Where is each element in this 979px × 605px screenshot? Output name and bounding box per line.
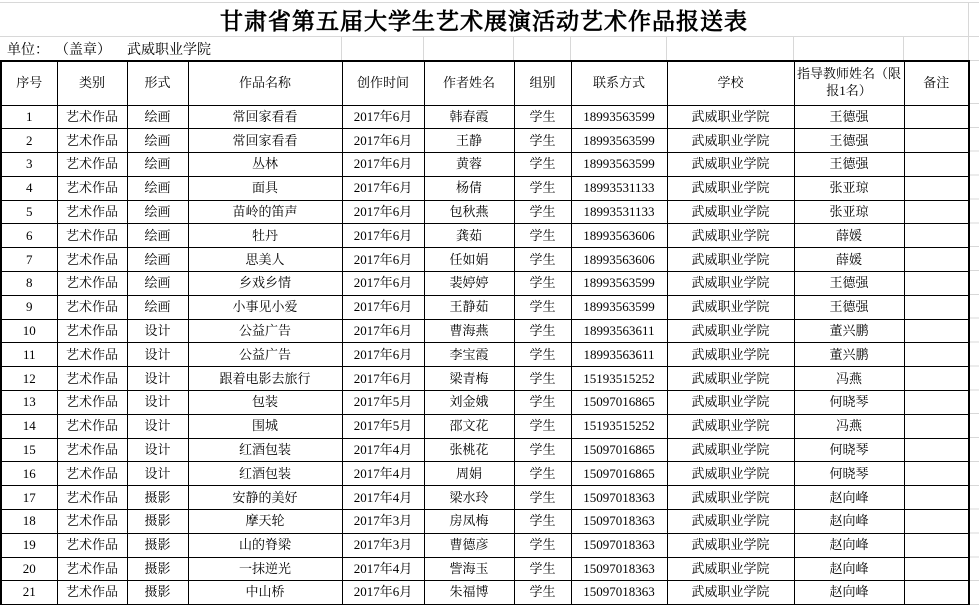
- cell-phone: 18993531133: [571, 200, 667, 224]
- cell-category: 艺术作品: [57, 248, 127, 272]
- cell-author: 曹德彦: [424, 533, 514, 557]
- cell-category: 艺术作品: [57, 105, 127, 129]
- cell-no: 13: [1, 391, 57, 415]
- cell-phone: 18993563599: [571, 105, 667, 129]
- cell-author: 杨倩: [424, 176, 514, 200]
- cell-school: 武威职业学院: [667, 438, 794, 462]
- cell-remark: [904, 343, 969, 367]
- cell-teacher: 赵向峰: [794, 581, 904, 605]
- cell-remark: [904, 153, 969, 177]
- cell-date: 2017年6月: [342, 343, 424, 367]
- table-row: [1, 462, 969, 486]
- table-row: [1, 581, 969, 605]
- cell-remark: [904, 200, 969, 224]
- cell-date: 2017年6月: [342, 200, 424, 224]
- col-header-work: 作品名称: [188, 61, 342, 105]
- cell-phone: 18993563606: [571, 224, 667, 248]
- cell-no: 14: [1, 414, 57, 438]
- cell-remark: [904, 224, 969, 248]
- cell-school: 武威职业学院: [667, 248, 794, 272]
- cell-phone: 15097016865: [571, 438, 667, 462]
- table-header: [1, 61, 969, 105]
- table-row: [1, 295, 969, 319]
- cell-author: 韩春霞: [424, 105, 514, 129]
- cell-school: 武威职业学院: [667, 343, 794, 367]
- cell-date: 2017年6月: [342, 295, 424, 319]
- table-row: [1, 129, 969, 153]
- cell-teacher: 王德强: [794, 295, 904, 319]
- cell-date: 2017年5月: [342, 414, 424, 438]
- cell-group: 学生: [514, 200, 571, 224]
- cell-teacher: 赵向峰: [794, 533, 904, 557]
- cell-date: 2017年6月: [342, 153, 424, 177]
- cell-form: 摄影: [127, 581, 188, 605]
- cell-form: 设计: [127, 462, 188, 486]
- cell-group: 学生: [514, 343, 571, 367]
- cell-remark: [904, 295, 969, 319]
- cell-author: 裴婷婷: [424, 272, 514, 296]
- cell-no: 19: [1, 533, 57, 557]
- cell-teacher: 董兴鹏: [794, 343, 904, 367]
- col-header-phone: 联系方式: [571, 61, 667, 105]
- cell-school: 武威职业学院: [667, 391, 794, 415]
- cell-remark: [904, 462, 969, 486]
- cell-remark: [904, 414, 969, 438]
- cell-category: 艺术作品: [57, 533, 127, 557]
- cell-no: 2: [1, 129, 57, 153]
- cell-no: 12: [1, 367, 57, 391]
- cell-form: 摄影: [127, 486, 188, 510]
- cell-school: 武威职业学院: [667, 105, 794, 129]
- cell-school: 武威职业学院: [667, 129, 794, 153]
- table-row: [1, 510, 969, 534]
- cell-remark: [904, 248, 969, 272]
- cell-work: 中山桥: [188, 581, 342, 605]
- table-row: [1, 486, 969, 510]
- cell-school: 武威职业学院: [667, 153, 794, 177]
- col-header-teacher: 指导教师姓名（限报1名）: [794, 61, 904, 105]
- cell-form: 设计: [127, 414, 188, 438]
- seal-label: （盖章）: [55, 43, 111, 58]
- cell-school: 武威职业学院: [667, 414, 794, 438]
- cell-school: 武威职业学院: [667, 510, 794, 534]
- cell-remark: [904, 486, 969, 510]
- cell-category: 艺术作品: [57, 272, 127, 296]
- cell-school: 武威职业学院: [667, 224, 794, 248]
- cell-school: 武威职业学院: [667, 462, 794, 486]
- cell-school: 武威职业学院: [667, 533, 794, 557]
- table-body: [1, 105, 969, 605]
- title-row: [0, 2, 968, 36]
- cell-work: 围城: [188, 414, 342, 438]
- table-row: [1, 391, 969, 415]
- cell-school: 武威职业学院: [667, 272, 794, 296]
- cell-teacher: 冯燕: [794, 367, 904, 391]
- cell-work: 面具: [188, 176, 342, 200]
- cell-date: 2017年6月: [342, 224, 424, 248]
- cell-phone: 18993563599: [571, 295, 667, 319]
- cell-phone: 18993531133: [571, 176, 667, 200]
- cell-phone: 15193515252: [571, 414, 667, 438]
- cell-teacher: 赵向峰: [794, 510, 904, 534]
- cell-teacher: 王德强: [794, 129, 904, 153]
- cell-work: 一抹逆光: [188, 557, 342, 581]
- cell-teacher: 张亚琼: [794, 200, 904, 224]
- cell-category: 艺术作品: [57, 295, 127, 319]
- cell-category: 艺术作品: [57, 129, 127, 153]
- cell-teacher: 何晓琴: [794, 462, 904, 486]
- cell-phone: 15097018363: [571, 581, 667, 605]
- cell-group: 学生: [514, 462, 571, 486]
- cell-category: 艺术作品: [57, 153, 127, 177]
- cell-category: 艺术作品: [57, 581, 127, 605]
- table-row: [1, 557, 969, 581]
- cell-category: 艺术作品: [57, 200, 127, 224]
- cell-school: 武威职业学院: [667, 581, 794, 605]
- cell-author: 梁水玲: [424, 486, 514, 510]
- cell-author: 周娟: [424, 462, 514, 486]
- cell-author: 黄蓉: [424, 153, 514, 177]
- cell-phone: 18993563599: [571, 153, 667, 177]
- cell-no: 4: [1, 176, 57, 200]
- cell-category: 艺术作品: [57, 367, 127, 391]
- cell-work: 牡丹: [188, 224, 342, 248]
- cell-phone: 15097016865: [571, 462, 667, 486]
- cell-date: 2017年3月: [342, 510, 424, 534]
- cell-remark: [904, 557, 969, 581]
- cell-date: 2017年6月: [342, 176, 424, 200]
- cell-group: 学生: [514, 319, 571, 343]
- cell-category: 艺术作品: [57, 510, 127, 534]
- cell-group: 学生: [514, 272, 571, 296]
- cell-date: 2017年4月: [342, 462, 424, 486]
- cell-category: 艺术作品: [57, 414, 127, 438]
- cell-group: 学生: [514, 486, 571, 510]
- cell-no: 18: [1, 510, 57, 534]
- table-row: [1, 414, 969, 438]
- cell-teacher: 薛媛: [794, 248, 904, 272]
- cell-no: 16: [1, 462, 57, 486]
- cell-form: 绘画: [127, 272, 188, 296]
- col-header-remark: 备注: [904, 61, 969, 105]
- cell-work: 乡戏乡情: [188, 272, 342, 296]
- cell-no: 17: [1, 486, 57, 510]
- cell-category: 艺术作品: [57, 319, 127, 343]
- cell-author: 刘金娥: [424, 391, 514, 415]
- cell-no: 6: [1, 224, 57, 248]
- cell-author: 曹海燕: [424, 319, 514, 343]
- cell-teacher: 张亚琼: [794, 176, 904, 200]
- cell-group: 学生: [514, 129, 571, 153]
- cell-group: 学生: [514, 414, 571, 438]
- col-header-date: 创作时间: [342, 61, 424, 105]
- cell-date: 2017年6月: [342, 248, 424, 272]
- cell-phone: 18993563606: [571, 248, 667, 272]
- cell-teacher: 薛媛: [794, 224, 904, 248]
- cell-no: 5: [1, 200, 57, 224]
- table-row: [1, 200, 969, 224]
- cell-form: 绘画: [127, 176, 188, 200]
- cell-form: 设计: [127, 343, 188, 367]
- cell-date: 2017年3月: [342, 533, 424, 557]
- cell-remark: [904, 105, 969, 129]
- cell-author: 梁青梅: [424, 367, 514, 391]
- cell-remark: [904, 176, 969, 200]
- cell-date: 2017年4月: [342, 557, 424, 581]
- unit-name: 武威职业学院: [127, 43, 211, 58]
- cell-form: 设计: [127, 367, 188, 391]
- cell-group: 学生: [514, 581, 571, 605]
- cell-school: 武威职业学院: [667, 367, 794, 391]
- cell-phone: 15097018363: [571, 557, 667, 581]
- cell-phone: 15097018363: [571, 486, 667, 510]
- cell-date: 2017年4月: [342, 438, 424, 462]
- cell-phone: 18993563599: [571, 272, 667, 296]
- cell-author: 邵文花: [424, 414, 514, 438]
- cell-remark: [904, 438, 969, 462]
- cell-form: 摄影: [127, 557, 188, 581]
- cell-no: 3: [1, 153, 57, 177]
- page-title: 甘肃省第五届大学生艺术展演活动艺术作品报送表: [220, 8, 748, 34]
- cell-group: 学生: [514, 248, 571, 272]
- cell-teacher: 赵向峰: [794, 557, 904, 581]
- cell-no: 7: [1, 248, 57, 272]
- cell-category: 艺术作品: [57, 462, 127, 486]
- cell-remark: [904, 581, 969, 605]
- table-row: [1, 343, 969, 367]
- cell-teacher: 何晓琴: [794, 391, 904, 415]
- cell-teacher: 王德强: [794, 153, 904, 177]
- cell-no: 9: [1, 295, 57, 319]
- cell-school: 武威职业学院: [667, 486, 794, 510]
- cell-phone: 15097016865: [571, 391, 667, 415]
- cell-remark: [904, 319, 969, 343]
- cell-category: 艺术作品: [57, 486, 127, 510]
- cell-group: 学生: [514, 510, 571, 534]
- cell-work: 红酒包装: [188, 438, 342, 462]
- cell-category: 艺术作品: [57, 557, 127, 581]
- cell-phone: 18993563611: [571, 319, 667, 343]
- cell-form: 绘画: [127, 295, 188, 319]
- cell-date: 2017年6月: [342, 129, 424, 153]
- table-row: [1, 248, 969, 272]
- cell-school: 武威职业学院: [667, 557, 794, 581]
- cell-group: 学生: [514, 176, 571, 200]
- cell-work: 包装: [188, 391, 342, 415]
- cell-group: 学生: [514, 153, 571, 177]
- cell-teacher: 赵向峰: [794, 486, 904, 510]
- cell-form: 摄影: [127, 533, 188, 557]
- unit-label: 单位：: [7, 43, 49, 58]
- cell-category: 艺术作品: [57, 391, 127, 415]
- cell-category: 艺术作品: [57, 224, 127, 248]
- col-header-form: 形式: [127, 61, 188, 105]
- cell-work: 思美人: [188, 248, 342, 272]
- cell-teacher: 王德强: [794, 105, 904, 129]
- cell-phone: 18993563611: [571, 343, 667, 367]
- cell-author: 房凤梅: [424, 510, 514, 534]
- cell-remark: [904, 129, 969, 153]
- cell-form: 绘画: [127, 129, 188, 153]
- cell-author: 訾海玉: [424, 557, 514, 581]
- cell-remark: [904, 391, 969, 415]
- cell-form: 摄影: [127, 510, 188, 534]
- header-row: [1, 61, 969, 105]
- table-row: [1, 367, 969, 391]
- cell-no: 15: [1, 438, 57, 462]
- cell-work: 红酒包装: [188, 462, 342, 486]
- cell-date: 2017年6月: [342, 105, 424, 129]
- cell-form: 绘画: [127, 224, 188, 248]
- cell-author: 任如娟: [424, 248, 514, 272]
- cell-form: 设计: [127, 438, 188, 462]
- cell-group: 学生: [514, 533, 571, 557]
- cell-group: 学生: [514, 105, 571, 129]
- table-row: [1, 153, 969, 177]
- cell-date: 2017年6月: [342, 367, 424, 391]
- cell-remark: [904, 533, 969, 557]
- cell-author: 王静: [424, 129, 514, 153]
- cell-no: 10: [1, 319, 57, 343]
- cell-remark: [904, 272, 969, 296]
- cell-work: 山的脊梁: [188, 533, 342, 557]
- col-header-no: 序号: [1, 61, 57, 105]
- cell-teacher: 董兴鹏: [794, 319, 904, 343]
- cell-date: 2017年4月: [342, 486, 424, 510]
- col-header-category: 类别: [57, 61, 127, 105]
- cell-teacher: 王德强: [794, 272, 904, 296]
- table-row: [1, 272, 969, 296]
- cell-work: 常回家看看: [188, 129, 342, 153]
- table-row: [1, 105, 969, 129]
- cell-author: 张桃花: [424, 438, 514, 462]
- cell-phone: 15193515252: [571, 367, 667, 391]
- cell-school: 武威职业学院: [667, 176, 794, 200]
- cell-work: 公益广告: [188, 343, 342, 367]
- cell-author: 王静茹: [424, 295, 514, 319]
- cell-author: 李宝霞: [424, 343, 514, 367]
- table-row: [1, 319, 969, 343]
- cell-group: 学生: [514, 438, 571, 462]
- cell-form: 绘画: [127, 248, 188, 272]
- cell-work: 小事见小爱: [188, 295, 342, 319]
- cell-work: 摩天轮: [188, 510, 342, 534]
- col-header-author: 作者姓名: [424, 61, 514, 105]
- cell-form: 绘画: [127, 153, 188, 177]
- cell-group: 学生: [514, 224, 571, 248]
- cell-work: 跟着电影去旅行: [188, 367, 342, 391]
- cell-remark: [904, 367, 969, 391]
- table-row: [1, 438, 969, 462]
- cell-date: 2017年6月: [342, 319, 424, 343]
- cell-group: 学生: [514, 367, 571, 391]
- unit-row: [0, 36, 968, 60]
- cell-no: 1: [1, 105, 57, 129]
- cell-group: 学生: [514, 391, 571, 415]
- cell-date: 2017年5月: [342, 391, 424, 415]
- cell-phone: 15097018363: [571, 533, 667, 557]
- cell-work: 安静的美好: [188, 486, 342, 510]
- cell-school: 武威职业学院: [667, 295, 794, 319]
- cell-work: 常回家看看: [188, 105, 342, 129]
- cell-no: 11: [1, 343, 57, 367]
- cell-group: 学生: [514, 295, 571, 319]
- cell-work: 公益广告: [188, 319, 342, 343]
- cell-date: 2017年6月: [342, 581, 424, 605]
- col-header-group: 组别: [514, 61, 571, 105]
- submission-table: [0, 60, 970, 605]
- cell-phone: 15097018363: [571, 510, 667, 534]
- cell-form: 绘画: [127, 105, 188, 129]
- table-row: [1, 176, 969, 200]
- table-row: [1, 533, 969, 557]
- cell-category: 艺术作品: [57, 438, 127, 462]
- cell-author: 龚茹: [424, 224, 514, 248]
- cell-no: 20: [1, 557, 57, 581]
- cell-work: 苗岭的笛声: [188, 200, 342, 224]
- cell-author: 包秋燕: [424, 200, 514, 224]
- cell-school: 武威职业学院: [667, 200, 794, 224]
- cell-remark: [904, 510, 969, 534]
- cell-form: 设计: [127, 391, 188, 415]
- cell-category: 艺术作品: [57, 343, 127, 367]
- cell-no: 8: [1, 272, 57, 296]
- cell-group: 学生: [514, 557, 571, 581]
- cell-form: 设计: [127, 319, 188, 343]
- cell-teacher: 冯燕: [794, 414, 904, 438]
- gridline: [968, 2, 969, 60]
- cell-teacher: 何晓琴: [794, 438, 904, 462]
- cell-work: 丛林: [188, 153, 342, 177]
- col-header-school: 学校: [667, 61, 794, 105]
- cell-date: 2017年6月: [342, 272, 424, 296]
- cell-category: 艺术作品: [57, 176, 127, 200]
- cell-school: 武威职业学院: [667, 319, 794, 343]
- cell-form: 绘画: [127, 200, 188, 224]
- cell-author: 朱福博: [424, 581, 514, 605]
- cell-no: 21: [1, 581, 57, 605]
- table-row: [1, 224, 969, 248]
- cell-phone: 18993563599: [571, 129, 667, 153]
